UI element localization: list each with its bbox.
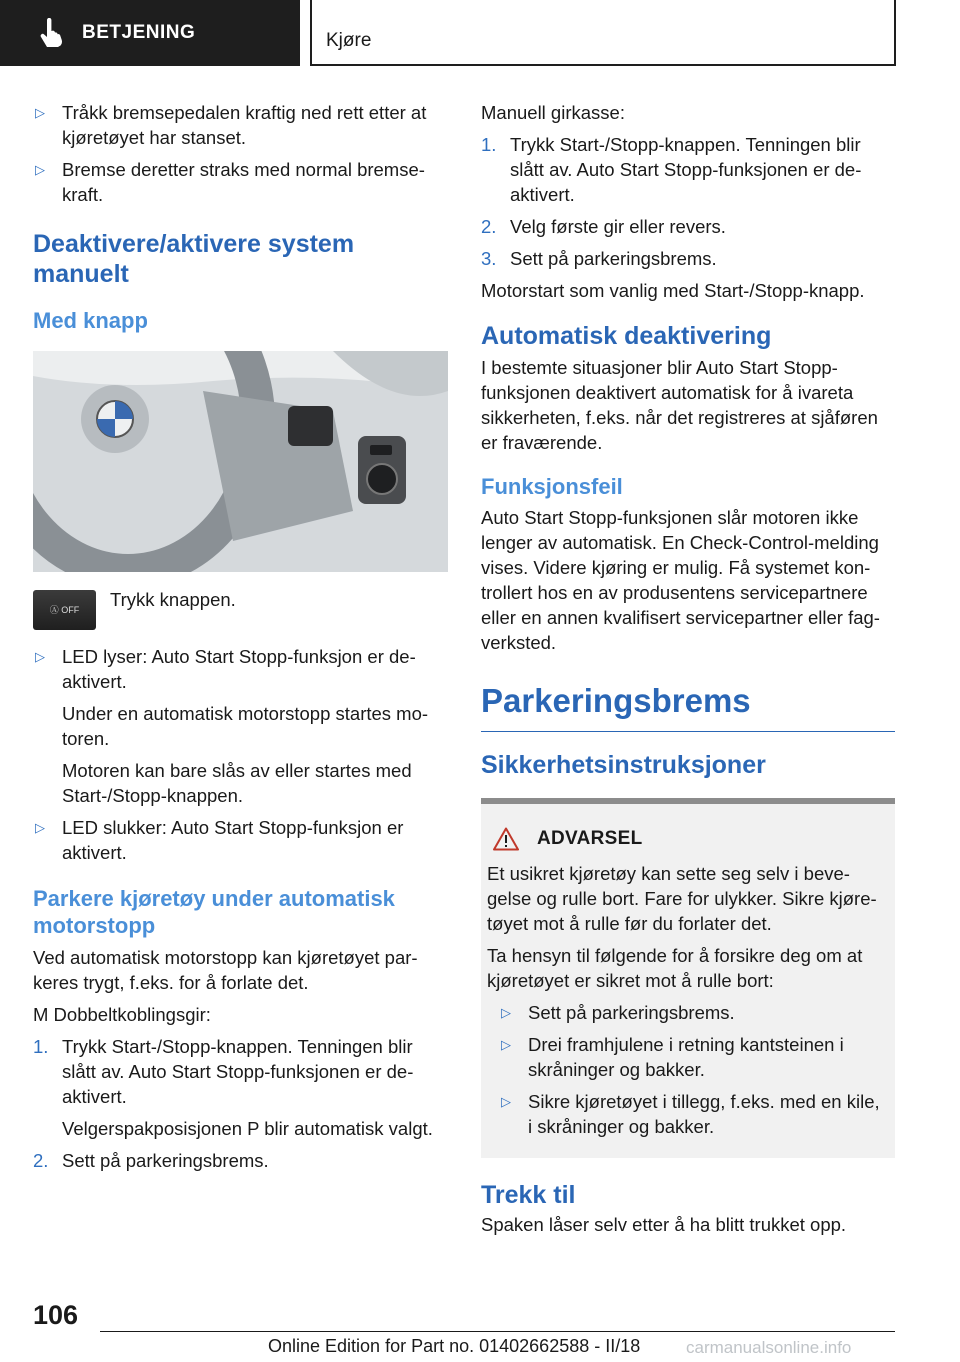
triangle-bullet-icon: ▷ [501, 1037, 511, 1052]
page-header [0, 0, 960, 66]
heading-parking-brake: Parkeringsbrems [481, 681, 895, 732]
triangle-bullet-icon: ▷ [501, 1005, 511, 1020]
section-tab[interactable] [0, 0, 300, 66]
heading-deactivate: Deaktivere/aktivere system manuelt [33, 230, 355, 288]
triangle-bullet-icon: ▷ [35, 820, 45, 835]
steering-wheel-photo [33, 351, 448, 572]
page-number: 106 [33, 1300, 79, 1330]
numbered-step: 1. Trykk Start-/Stopp-knappen. Tenningen blir slått av. Auto Start Stopp-funksjonen er de-aktivert. [481, 134, 862, 205]
warning-header [487, 826, 887, 851]
list-item: ▷ LED slukker: Auto Start Stopp-funksjon er aktivert. [35, 817, 404, 863]
list-item: ▷ Sikre kjøretøyet i tillegg, f.eks. med en kile, i skråninger og bakker. [501, 1091, 880, 1137]
list-item: ▷ Tråkk bremsepedalen kraftig ned rett etter at kjøretøyet har stanset. [35, 102, 427, 148]
paragraph: Manuell girkasse: [481, 102, 625, 123]
heading-with-button: Med knapp [33, 308, 148, 333]
paragraph: Ta hensyn til følgende for å forsikre deg om at kjøretøyet er sikret mot å rulle bort: [487, 945, 863, 991]
watermark: carmanualsonline.info [686, 1338, 852, 1357]
right-column [481, 100, 895, 1244]
heading-auto-deactivation: Automatisk deaktivering [481, 322, 772, 350]
steering-wheel-illustration [33, 351, 448, 572]
list-item: ▷ Sett på parkeringsbrems. [501, 1002, 735, 1023]
heading-malfunction: Funksjonsfeil [481, 474, 623, 499]
list-item: ▷ Drei framhjulene i retning kantsteinen i skråninger og bakker. [501, 1034, 844, 1080]
list-item: ▷ Bremse deretter straks med normal bremse-kraft. [35, 159, 425, 205]
section-title: BETJENING [82, 22, 196, 43]
warning-title: ADVARSEL [537, 828, 643, 849]
hand-pointer-icon [38, 18, 64, 48]
press-button-text: Trykk knappen. [110, 589, 236, 610]
numbered-step: 2. Velg første gir eller revers. [481, 216, 726, 237]
paragraph: Et usikret kjøretøy kan sette seg selv i beve-gelse og rulle bort. Fare for ulykker. Sikre kjøre-tøyet mot å rulle før du forlater det. [487, 863, 877, 934]
paragraph: M Dobbeltkoblingsgir: [33, 1004, 211, 1025]
paragraph: Spaken låser selv etter å ha blitt trukket opp. [481, 1214, 847, 1235]
footer-divider [100, 1331, 895, 1332]
warning-box [481, 798, 895, 1158]
heading-pull: Trekk til [481, 1181, 576, 1209]
left-column [33, 100, 448, 1180]
list-item: ▷ LED lyser: Auto Start Stopp-funksjon er de-aktivert. Under en automatisk motorstopp startes mo-toren. Motoren kan bare slås av eller startes med Start-/Stopp-knappen. [35, 646, 429, 806]
edition-text: Online Edition for Part no. 01402662588 - II/18 [268, 1336, 641, 1356]
chapter-box [310, 0, 896, 66]
warning-list [487, 1000, 887, 1139]
paragraph: I bestemte situasjoner blir Auto Start Stopp-funksjonen deaktivert automatisk for å ivareta sikkerheten, f.eks. når det registreres at sjåføren er fraværende. [481, 357, 878, 453]
chapter-title: Kjøre [326, 30, 372, 51]
numbered-step: 1. Trykk Start-/Stopp-knappen. Tenningen blir slått av. Auto Start Stopp-funksjonen er de-aktivert. Velgerspakposisjonen P blir automatisk valgt. [33, 1036, 433, 1139]
paragraph: Ved automatisk motorstopp kan kjøretøyet par-keres trygt, f.eks. for å forlate det. [33, 947, 418, 993]
triangle-bullet-icon: ▷ [35, 162, 45, 177]
button-symbol: Ⓐ [49, 604, 62, 615]
button-instruction [33, 590, 448, 630]
heading-safety: Sikkerhetsinstruksjoner [481, 751, 766, 779]
triangle-bullet-icon: ▷ [35, 649, 45, 664]
numbered-step: 2. Sett på parkeringsbrems. [33, 1150, 269, 1171]
numbered-step: 3. Sett på parkeringsbrems. [481, 248, 717, 269]
heading-parking: Parkere kjøretøy under automatisk motorstopp [33, 886, 395, 938]
triangle-bullet-icon: ▷ [501, 1094, 511, 1109]
paragraph: Motorstart som vanlig med Start-/Stopp-knapp. [481, 280, 865, 301]
triangle-bullet-icon: ▷ [35, 105, 45, 120]
paragraph: Auto Start Stopp-funksjonen slår motoren ikke lenger av automatisk. En Check-Control-melding vises. Videre kjøring er mulig. Få systemet kon-trollert hos en av produsentens servicepartnere eller en annen kvalifisert servicepartner eller fag-verksted. [481, 507, 880, 653]
warning-triangle-icon [493, 827, 519, 851]
auto-start-stop-off-button-icon: Ⓐ OFF [33, 590, 96, 630]
